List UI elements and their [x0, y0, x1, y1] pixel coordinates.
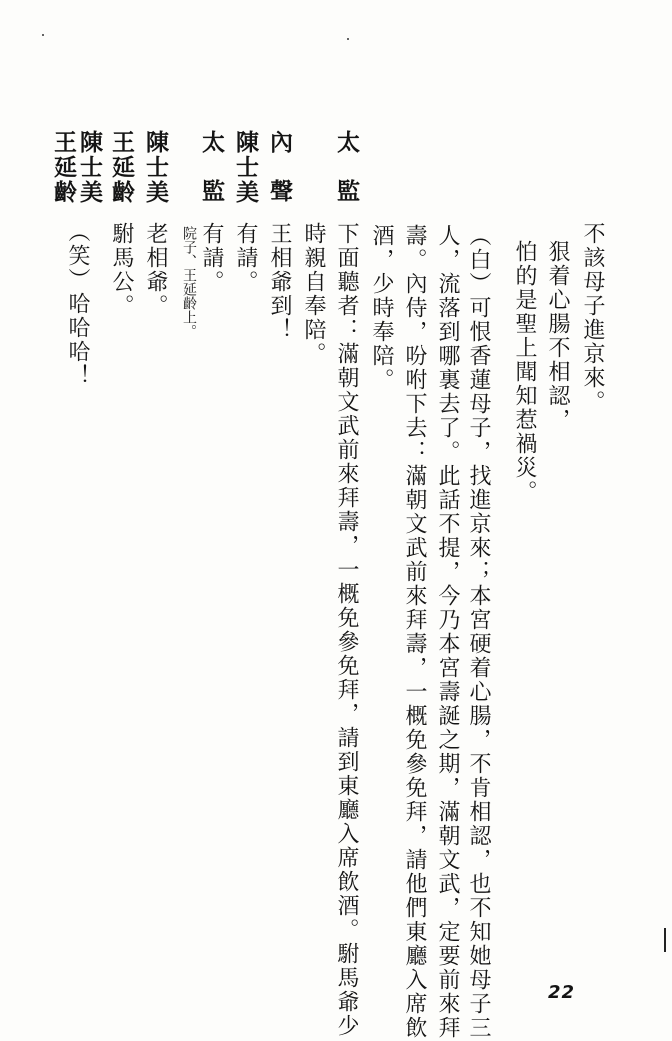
text-column-12: 有請。 — [199, 222, 224, 294]
page-number: 22 — [548, 982, 576, 1003]
text-column-1: 不該母子進京來。 — [580, 222, 605, 414]
text-column-11: 有請。 — [233, 222, 258, 294]
text-column-6: 壽。內侍，吩咐下去：滿朝文武前來拜壽，一概免參免拜，請他們東廳入席飲 — [402, 224, 427, 1040]
text-column-15: （笑）哈哈哈！ — [65, 220, 90, 388]
speaker-wang-yanling: 王延齡 — [108, 130, 135, 205]
speaker-taijian-2: 太監 — [198, 130, 225, 228]
text-column-13: 老相爺。 — [143, 222, 168, 318]
edge-mark — [664, 928, 666, 952]
text-column-7: 酒，少時奉陪。 — [369, 224, 394, 392]
speaker-chen-shimei: 陳士美 — [232, 130, 259, 205]
speaker-taijian: 太監 — [333, 130, 360, 228]
text-column-10: 王相爺到！ — [267, 222, 292, 342]
speaker-wang-yanling-2: 王延齡 — [50, 130, 77, 205]
text-column-8: 下面聽者：滿朝文武前來拜壽，一概免參免拜，請到東廳入席飲酒。駙馬爺少 — [334, 222, 359, 1038]
text-column-14: 駙馬公。 — [109, 222, 134, 318]
text-column-4: （白）可恨香蓮母子，找進京來；本宮硬着心腸，不肯相認，也不知她母子三 — [466, 224, 491, 1040]
text-column-2: 狠着心腸不相認， — [545, 240, 570, 432]
stage-direction: 院子、王延齡上。 — [181, 226, 197, 338]
text-column-3: 怕的是聖上聞知惹禍災。 — [512, 240, 537, 504]
text-column-5: 人，流落到哪裏去了。此話不提，今乃本宮壽誕之期，滿朝文武，定要前來拜 — [435, 224, 460, 1040]
text-column-9: 時親自奉陪。 — [301, 222, 326, 366]
speaker-neisheng: 內聲 — [266, 130, 293, 228]
dust-speck — [347, 38, 349, 40]
dust-speck — [42, 34, 44, 36]
speaker-chen-shimei-3: 陳士美 — [76, 130, 103, 205]
speaker-chen-shimei-2: 陳士美 — [142, 130, 169, 205]
